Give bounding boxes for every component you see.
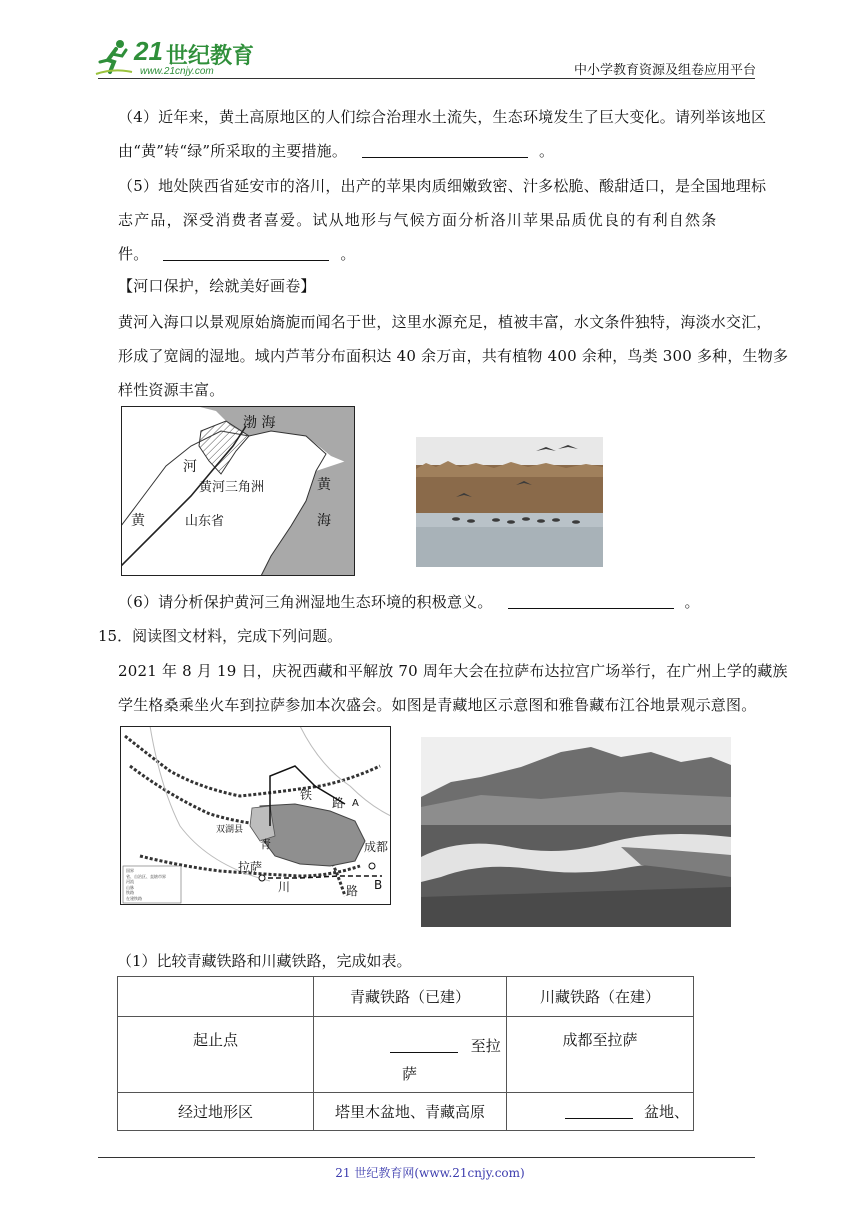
q6-answer-blank[interactable] [508, 593, 674, 609]
wetland-photo-graphic [416, 437, 603, 567]
label-lu: 路 [332, 796, 345, 810]
logo-text: 世纪教育 [166, 44, 255, 69]
table-cell: 成都至拉萨 [507, 1017, 694, 1093]
label-b: B [374, 878, 383, 892]
map-legend [126, 868, 180, 901]
para-line1: 黄河入海口以景观原始旖旎而闻名于世，这里水源充足，植被丰富，水文条件独特，海淡水交汇， [118, 313, 772, 331]
valley-photo [421, 737, 731, 927]
start-point-blank[interactable] [390, 1037, 458, 1053]
legend-item: 省、自治区、直辖市界 [126, 873, 166, 879]
label-chengdu: 成都 [364, 840, 389, 854]
legend-item: 在建铁路 [126, 895, 142, 901]
q15-title: 15．阅读图文材料，完成下列问题。 [98, 627, 343, 645]
qinghai-tibet-map [120, 726, 391, 905]
legend-item: 山脉 [126, 884, 134, 890]
q4-line1: （4）近年来，黄土高原地区的人们综合治理水土流失，生态环境发生了巨大变化。请列举该地区 [118, 108, 767, 126]
label-shandong: 山东省 [185, 514, 225, 529]
label-huang: 黄 [131, 513, 145, 529]
logo [94, 36, 264, 80]
q4-end: 。 [539, 142, 555, 160]
logo-number: 21 [134, 36, 163, 66]
q5-line2: 志产品，深受消费者喜爱。试从地形与气候方面分析洛川苹果品质优良的有利自然条 [118, 211, 718, 229]
cell-line: 萨 [402, 1065, 418, 1083]
q4-answer-blank[interactable] [362, 142, 528, 158]
table-cell [118, 977, 314, 1017]
q4-line2 [118, 140, 760, 161]
label-yellow-sea-1: 黄 [317, 477, 331, 493]
q5-end: 。 [340, 245, 356, 263]
table-row [118, 1017, 694, 1093]
q15-line1: 2021 年 8 月 19 日，庆祝西藏和平解放 70 周年大会在拉萨布达拉宫广场举行，在广州上学的藏族 [118, 662, 788, 680]
yellow-river-delta-map [121, 406, 355, 576]
basin-blank[interactable] [565, 1103, 633, 1119]
q15-line2: 学生格桑乘坐火车到拉萨参加本次盛会。如图是青藏地区示意图和雅鲁藏布江谷地景观示意图。 [118, 696, 757, 714]
label-yellow-sea-2: 海 [317, 513, 331, 529]
q4-text: 由“黄”转“绿”所采取的主要措施。 [118, 142, 348, 160]
table-header: 川藏铁路（在建） [507, 977, 694, 1017]
label-lu2: 路 [346, 884, 359, 898]
q5-line1: （5）地处陕西省延安市的洛川，出产的苹果肉质细嫩致密、汁多松脆、酸甜适口，是全国地理标 [118, 177, 767, 195]
para-line2: 形成了宽阔的湿地。域内芦苇分布面积达 40 余万亩，共有植物 400 余种，鸟类 300 多种，生物多 [118, 347, 789, 365]
header-rule [98, 78, 755, 79]
footer-rule [98, 1157, 755, 1158]
table-cell: 经过地形区 [118, 1093, 314, 1131]
runner-icon [94, 38, 134, 78]
platform-name: 中小学教育资源及组卷应用平台 [574, 63, 757, 78]
table-cell: 塔里木盆地、青藏高原 [314, 1093, 507, 1131]
cell-text: 盆地、 [643, 1103, 689, 1121]
legend-item: 铁路 [126, 890, 134, 895]
q5-answer-blank[interactable] [163, 245, 329, 261]
legend-item: 河流 [126, 879, 134, 884]
label-delta: 黄河三角洲 [199, 480, 265, 495]
label-lasa: 拉萨 [238, 860, 263, 874]
comparison-table [117, 976, 694, 1131]
table-row [118, 977, 694, 1017]
label-a: A [352, 798, 359, 809]
label-qing: 青 [260, 838, 271, 851]
q5-line3 [118, 243, 760, 264]
table-header: 青藏铁路（已建） [314, 977, 507, 1017]
section-heading: 【河口保护，绘就美好画卷】 [118, 277, 316, 295]
label-bohai: 渤 海 [243, 415, 276, 431]
sub1-prompt: （1）比较青藏铁路和川藏铁路，完成如表。 [117, 952, 412, 970]
q6-text: （6）请分析保护黄河三角洲湿地生态环境的积极意义。 [118, 593, 493, 611]
table-cell: 起止点 [118, 1017, 314, 1093]
wetland-photo [416, 437, 603, 567]
table-cell [314, 1017, 507, 1093]
table-row [118, 1093, 694, 1131]
q6-line [118, 591, 760, 612]
logo-url: www.21cnjy.com [140, 66, 214, 77]
para-line3: 样性资源丰富。 [118, 381, 225, 399]
label-tie: 铁 [300, 788, 313, 802]
legend-item: 国界 [126, 868, 134, 873]
footer-text: 21 世纪教育网(www.21cnjy.com) [335, 1166, 525, 1180]
valley-photo-graphic [421, 737, 731, 927]
q6-end: 。 [684, 593, 700, 611]
table-cell [507, 1093, 694, 1131]
label-chuan: 川 [278, 880, 291, 894]
label-he: 河 [183, 459, 197, 475]
q5-text: 件。 [118, 245, 149, 263]
label-shuanghu: 双湖县 [216, 825, 244, 835]
cell-text: 至拉 [470, 1037, 501, 1055]
